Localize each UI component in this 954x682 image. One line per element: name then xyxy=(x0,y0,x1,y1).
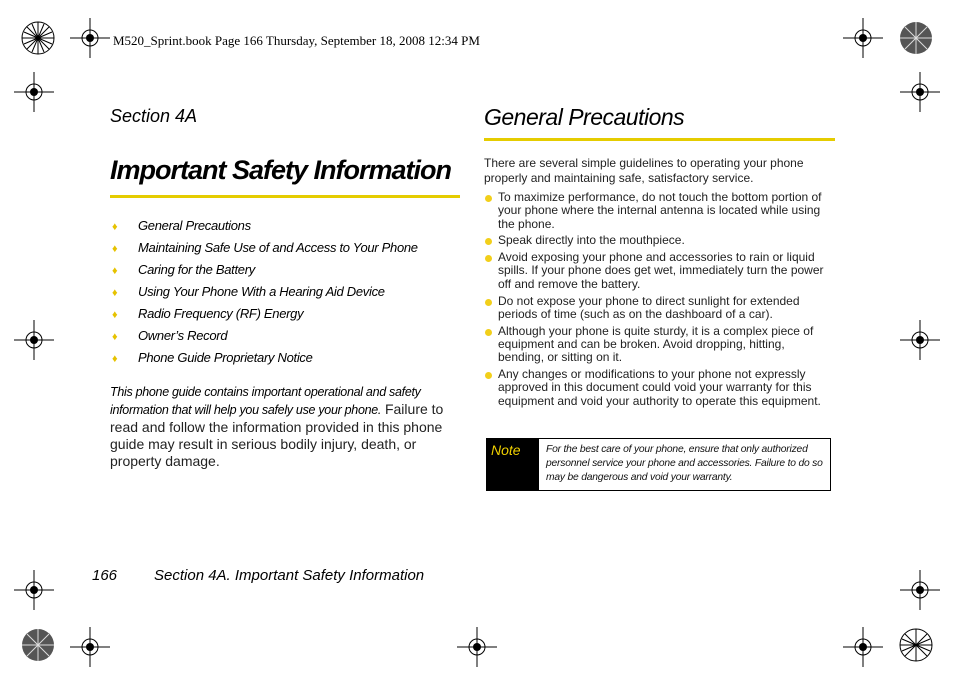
precautions-list xyxy=(484,191,834,411)
registration-mark-left-upper xyxy=(14,72,54,112)
list-item: Although your phone is quite sturdy, it is a complex piece of equipment and can be broken. Avoid dropping, hitting, bending, or sitting on it. xyxy=(484,325,834,365)
diamond-bullet-icon: ♦ xyxy=(112,243,118,255)
note-text: For the best care of your phone, ensure that only authorized personnel service your phone and accessories. Failure to do so may be dangerous and void your warranty. xyxy=(546,444,823,483)
registration-mark-bottom-left xyxy=(70,627,110,667)
book-info-header: M520_Sprint.book Page 166 Thursday, September 18, 2008 12:34 PM xyxy=(113,33,480,48)
toc-item[interactable]: ♦ General Precautions xyxy=(110,217,418,239)
note-label: Note xyxy=(487,439,539,490)
crop-mark-top-left-circle xyxy=(20,20,56,56)
toc-item[interactable]: ♦ Maintaining Safe Use of and Access to Your Phone xyxy=(110,239,418,261)
registration-mark-right-upper xyxy=(900,72,940,112)
toc-item[interactable]: ♦ Using Your Phone With a Hearing Aid Device xyxy=(110,283,418,305)
section-label: Section 4A xyxy=(110,106,198,126)
intro-lead: This phone guide contains important operational and safety information that will help you safely use your phone. xyxy=(110,385,421,417)
bullet-dot-icon xyxy=(485,255,492,262)
bullet-dot-icon xyxy=(485,329,492,336)
toc-list xyxy=(110,217,418,371)
list-item: Do not expose your phone to direct sunlight for extended periods of time (such as on the dashboard of a car). xyxy=(484,295,834,322)
intro-rest: Failure to read and follow the information provided in this phone guide may result in serious bodily injury, death, or property damage. xyxy=(110,401,444,469)
bullet-dot-icon xyxy=(485,372,492,379)
crop-mark-top-right-circle xyxy=(898,20,934,56)
registration-mark-bottom-center xyxy=(457,627,497,667)
title-underline xyxy=(110,195,460,198)
registration-mark-bottom-right xyxy=(843,627,883,667)
list-item: To maximize performance, do not touch the bottom portion of your phone where the internal antenna is located while using the phone. xyxy=(484,191,834,231)
registration-mark-left-lower xyxy=(14,570,54,610)
crop-mark-bottom-left-circle xyxy=(20,627,56,663)
registration-mark-top xyxy=(70,18,110,58)
note-box xyxy=(486,438,831,491)
list-item: Any changes or modifications to your phone not expressly approved in this document could void your warranty for this equipment and void your authority to operate this equipment. xyxy=(484,368,834,408)
general-precautions-intro: There are several simple guidelines to operating your phone properly and maintaining safe, satisfactory service. xyxy=(484,156,804,185)
registration-mark-top-right xyxy=(843,18,883,58)
intro-paragraph xyxy=(110,383,462,470)
toc-item[interactable]: ♦ Owner’s Record xyxy=(110,327,418,349)
registration-mark-right-lower xyxy=(900,570,940,610)
running-footer: Section 4A. Important Safety Information xyxy=(154,567,425,584)
page-title: Important Safety Information xyxy=(110,155,452,185)
list-item: Speak directly into the mouthpiece. xyxy=(484,234,834,247)
registration-mark-right-middle xyxy=(900,320,940,360)
diamond-bullet-icon: ♦ xyxy=(112,331,118,343)
crop-mark-bottom-right-circle xyxy=(898,627,934,663)
toc-item[interactable]: ♦ Caring for the Battery xyxy=(110,261,418,283)
bullet-dot-icon xyxy=(485,195,492,202)
heading-underline xyxy=(484,138,835,141)
diamond-bullet-icon: ♦ xyxy=(112,265,118,277)
diamond-bullet-icon: ♦ xyxy=(112,287,118,299)
toc-item[interactable]: ♦ Phone Guide Proprietary Notice xyxy=(110,349,418,371)
diamond-bullet-icon: ♦ xyxy=(112,221,118,233)
registration-mark-left-middle xyxy=(14,320,54,360)
bullet-dot-icon xyxy=(485,299,492,306)
diamond-bullet-icon: ♦ xyxy=(112,309,118,321)
page-number: 166 xyxy=(92,567,118,584)
bullet-dot-icon xyxy=(485,238,492,245)
general-precautions-heading: General Precautions xyxy=(484,104,685,130)
list-item: Avoid exposing your phone and accessories to rain or liquid spills. If your phone does get wet, immediately turn the power off and remove the battery. xyxy=(484,251,834,291)
toc-item[interactable]: ♦ Radio Frequency (RF) Energy xyxy=(110,305,418,327)
diamond-bullet-icon: ♦ xyxy=(112,353,118,365)
